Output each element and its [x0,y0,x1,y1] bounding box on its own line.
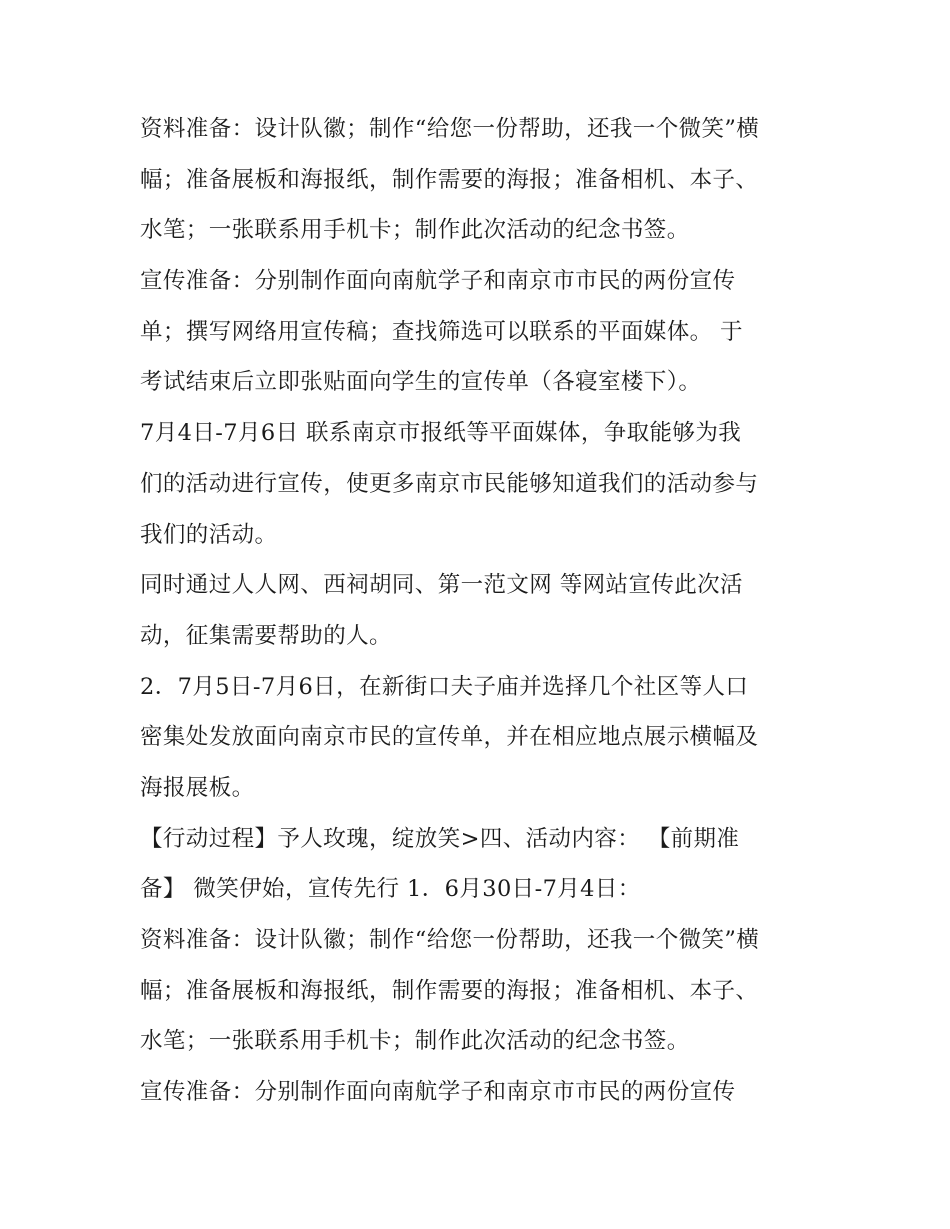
text-line: 动，征集需要帮助的人。 [140,622,392,649]
text-line: 水笔；一张联系用手机卡；制作此次活动的纪念书签。 [140,1028,690,1055]
document-body [140,104,820,1118]
text-line: 备】 微笑伊始，宣传先行 1．6月30日-7月4日： [140,876,641,903]
text-line: 同时通过人人网、西祠胡同、第一范文网 等网站宣传此次活 [140,572,743,599]
text-line: 宣传准备：分别制作面向南航学子和南京市市民的两份宣传 [140,268,736,295]
text-line: 水笔；一张联系用手机卡；制作此次活动的纪念书签。 [140,217,690,244]
text-line: 7月4日-7月6日 联系南京市报纸等平面媒体，争取能够为我 [140,420,742,447]
text-line: 们的活动进行宣传，使更多南京市民能够知道我们的活动参与 [140,470,759,497]
text-line: 【行动过程】予人玫瑰，绽放笑>四、活动内容： 【前期准 [140,825,740,852]
text-line: 资料准备：设计队徽；制作“给您一份帮助，还我一个微笑”横 [140,116,760,142]
text-line: 我们的活动。 [140,521,278,548]
text-line: 单；撰写网络用宣传稿；查找筛选可以联系的平面媒体。 于 [140,318,743,345]
text-line: 宣传准备：分别制作面向南航学子和南京市市民的两份宣传 [140,1079,736,1106]
text-line: 幅；准备展板和海报纸，制作需要的海报；准备相机、本子、 [140,977,759,1004]
text-line: 密集处发放面向南京市民的宣传单，并在相应地点展示横幅及 [140,724,759,751]
text-line: 资料准备：设计队徽；制作“给您一份帮助，还我一个微笑”横 [140,927,760,953]
text-line: 考试结束后立即张贴面向学生的宣传单（各寝室楼下）。 [140,369,702,396]
text-line: 2．7月5日-7月6日，在新街口夫子庙并选择几个社区等人口 [140,673,749,700]
text-line: 海报展板。 [140,774,255,801]
text-line: 幅；准备展板和海报纸，制作需要的海报；准备相机、本子、 [140,166,759,193]
